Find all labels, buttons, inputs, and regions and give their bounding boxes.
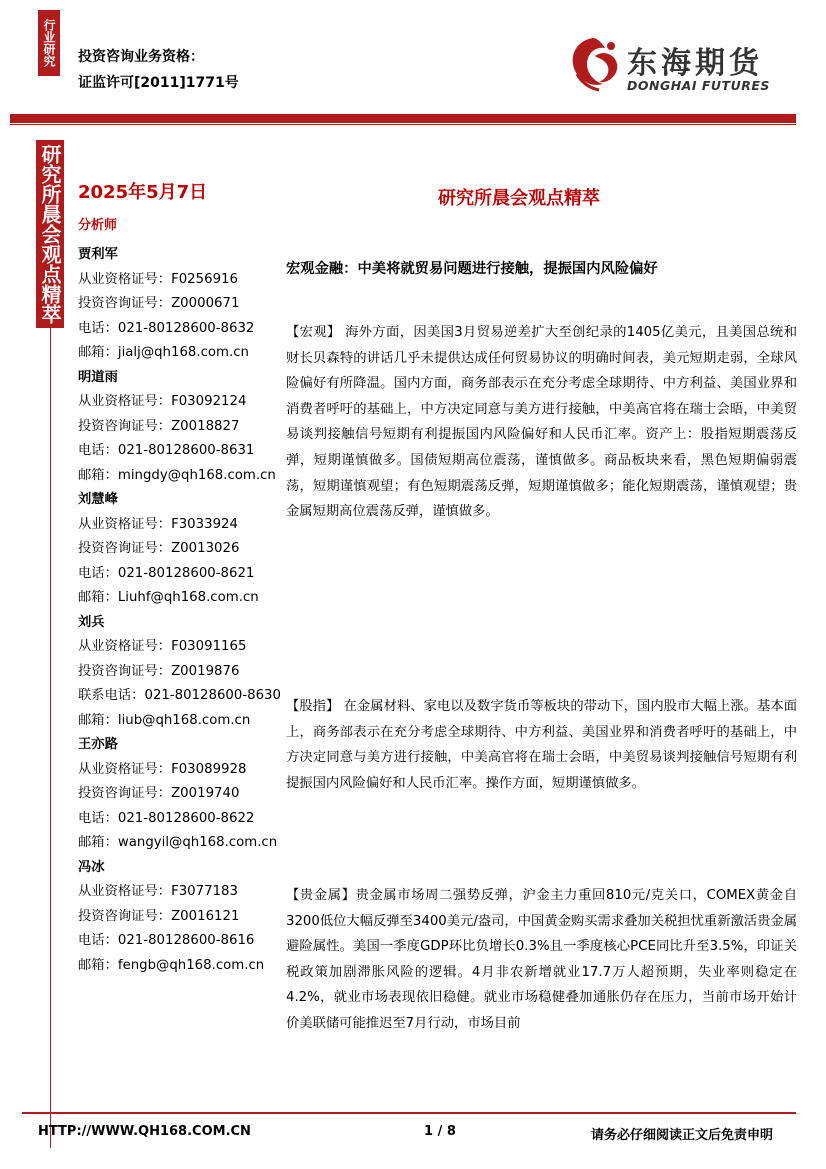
analyst-email[interactable]: 邮箱：fengb@qh168.com.cn: [78, 957, 265, 973]
analyst-license: 从业资格证号：F3077183: [78, 884, 238, 899]
analyst-name: 冯冰: [78, 859, 105, 875]
header-rule-thin: [10, 124, 796, 125]
footer-disclaimer: 请务必仔细阅读正文后免责申明: [591, 1128, 774, 1143]
category-tag: 行业研究: [38, 10, 60, 76]
section-headline: 宏观金融：中美将就贸易问题进行接触，提振国内风险偏好: [286, 261, 658, 277]
company-logo: [565, 30, 805, 100]
analyst-license: 从业资格证号：F3033924: [78, 516, 238, 532]
analyst-license: 投资咨询证号：Z0000671: [78, 296, 240, 311]
analyst-email[interactable]: 邮箱：liub@qh168.com.cn: [78, 712, 251, 728]
analyst-name: 刘慧峰: [78, 492, 118, 507]
analyst-email[interactable]: 邮箱：jialj@qh168.com.cn: [78, 345, 249, 360]
analysts-heading: 分析师: [78, 218, 118, 233]
analyst-name: 贾利军: [78, 247, 118, 262]
analyst-license: 从业资格证号：F0256916: [78, 271, 238, 287]
section-tag: 【股指】: [286, 699, 340, 714]
section-tag: 【贵金属】: [286, 888, 356, 903]
analyst-phone: 电话：021-80128600-8621: [78, 565, 255, 581]
qualification-label: 投资咨询业务资格：: [78, 49, 204, 65]
license-number: 证监许可[2011]1771号: [78, 75, 239, 91]
logo-text-cn: 东海期货: [627, 46, 763, 81]
analyst-email[interactable]: 邮箱：mingdy@qh168.com.cn: [78, 467, 276, 483]
analyst-name: 明道雨: [78, 369, 118, 385]
analyst-phone: 电话：021-80128600-8616: [78, 933, 255, 948]
analyst-phone: 联系电话：021-80128600-8630: [78, 688, 281, 703]
section-tag: 【宏观】: [286, 325, 341, 340]
analyst-phone: 电话：021-80128600-8632: [78, 320, 255, 336]
analyst-license: 投资咨询证号：Z0016121: [78, 908, 240, 924]
section-stock-index: [286, 694, 797, 796]
analyst-license: 从业资格证号：F03092124: [78, 394, 247, 409]
analyst-license: 投资咨询证号：Z0018827: [78, 418, 240, 434]
section-macro: [286, 320, 797, 525]
section-precious-metals: [286, 883, 797, 1037]
analyst-name: 刘兵: [78, 614, 105, 630]
section-body: 贵金属市场周二强势反弹，沪金主力重回810元/克关口，COMEX黄金自3200低位大幅反弹至3400美元/盎司，中国黄金购买需求叠加关税担忧重新激活贵金属避险属性。美国一季度GDP环比负增长0.3%且一季度核心PCE同比升至3.5%，印证关税政策加剧滞胀风险的逻辑。4月非农新增就业17.7万人超预期，失业率则稳定在4.2%，就业市场表现依旧稳健。就业市场稳健叠加通胀仍存在压力，当前市场开始计价美联储可能推迟至7月行动，市场目前: [286, 888, 797, 1031]
analyst-license: 投资咨询证号：Z0019876: [78, 663, 240, 679]
analyst-phone: 电话：021-80128600-8631: [78, 443, 255, 458]
section-body: 海外方面，因美国3月贸易逆差扩大至创纪录的1405亿美元，且美国总统和财长贝森特的讲话几乎未提供达成任何贸易协议的明确时间表，美元短期走弱，全球风险偏好有所降温。国内方面，商务部表示在充分考虑全球期待、中方利益、美国业界和消费者呼吁的基础上，中方决定同意与美方进行接触，中美高官将在瑞士会晤，中美贸易谈判接触信号短期有利提振国内风险偏好和人民币汇率。资产上：股指短期震荡反弹，短期谨慎做多。国债短期高位震荡，谨慎做多。商品板块来看，黑色短期偏弱震荡，短期谨慎观望；有色短期震荡反弹，短期谨慎做多；能化短期震荡，谨慎观望；贵金属短期高位震荡反弹，谨慎做多。: [286, 325, 797, 520]
analyst-license: 从业资格证号：F03089928: [78, 761, 247, 777]
logo-text-en: DONGHAI FUTURES: [627, 78, 770, 93]
report-title: 研究所晨会观点精萃: [438, 188, 600, 209]
analyst-license: 投资咨询证号：Z0019740: [78, 786, 240, 801]
footer-website-link[interactable]: HTTP://WWW.QH168.COM.CN: [38, 1124, 251, 1139]
header-rule: [10, 114, 796, 123]
sidebar-divider: [50, 328, 51, 1148]
page-number: 1 / 8: [424, 1124, 456, 1139]
section-body: 在金属材料、家电以及数字货币等板块的带动下，国内股市大幅上涨。基本面上，商务部表示在充分考虑全球期待、中方利益、美国业界和消费者呼吁的基础上，中方决定同意与美方进行接触，中美高官将在瑞士会晤，中美贸易谈判接触信号短期有利提振国内风险偏好和人民币汇率。操作方面，短期谨慎做多。: [286, 699, 797, 791]
sidebar-vertical-title: 研究所晨会观点精萃: [36, 140, 64, 328]
analyst-license: 投资咨询证号：Z0013026: [78, 541, 240, 556]
footer-rule: [22, 1112, 796, 1114]
analyst-email[interactable]: 邮箱：wangyil@qh168.com.cn: [78, 835, 278, 850]
analyst-license: 从业资格证号：F03091165: [78, 639, 247, 654]
analyst-name: 王亦路: [78, 737, 118, 752]
analysts-list: [78, 243, 283, 978]
report-date: 2025年5月7日: [78, 182, 208, 203]
analyst-email[interactable]: 邮箱：Liuhf@qh168.com.cn: [78, 590, 259, 605]
analyst-phone: 电话：021-80128600-8622: [78, 810, 255, 826]
